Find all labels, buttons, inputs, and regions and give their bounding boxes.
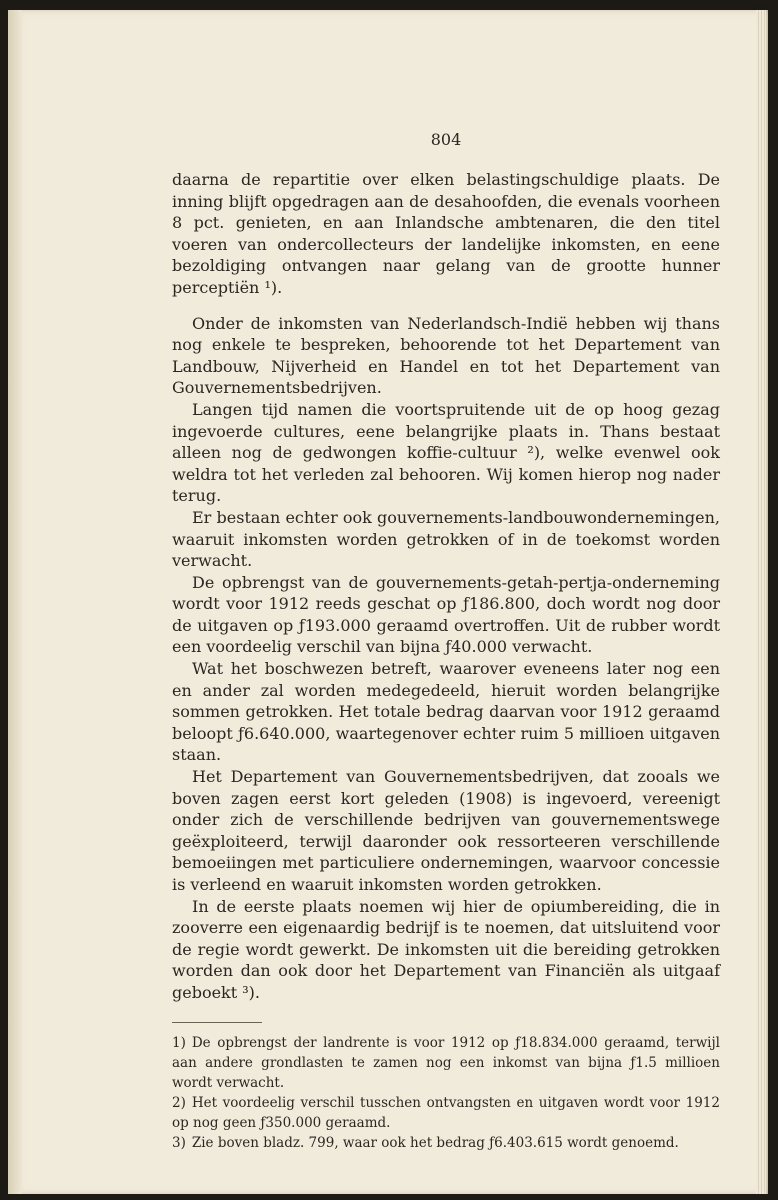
footnote-number: 1) xyxy=(172,1034,186,1051)
footnote-1 xyxy=(172,1033,720,1093)
footnote-text: De opbrengst der landrente is voor 1912 op ƒ18.834.000 geraamd, terwijl aan andere grondlasten te zamen nog een inkomst van bijna ƒ1.5 millioen wordt verwacht. xyxy=(172,1034,720,1091)
footnote-divider xyxy=(172,1022,262,1023)
page-edge xyxy=(756,10,766,1194)
paragraph-6: Wat het boschwezen betreft, waarover eveneens later nog een en ander zal worden medegedeeld, hieruit worden belangrijke sommen getrokken. Het totale bedrag daarvan voor 1912 geraamd beloopt ƒ6.640.000, waartegenover echter ruim 5 millioen uitgaven staan. xyxy=(172,659,720,765)
footnote-text: Zie boven bladz. 799, waar ook het bedrag ƒ6.403.615 wordt genoemd. xyxy=(191,1134,679,1151)
page-gutter-shadow xyxy=(8,10,22,1194)
page-number: 804 xyxy=(430,130,462,149)
footnote-number: 2) xyxy=(172,1094,186,1111)
footnote-2 xyxy=(172,1093,720,1133)
paragraph-3: Langen tijd namen die voortspruitende uit de op hoog gezag ingevoerde cultures, eene belangrijke plaats in. Thans bestaat alleen nog de gedwongen koffie-cultuur ²), welke evenwel ook weldra tot het verleden zal behooren. Wij komen hierop nog nader terug. xyxy=(172,399,720,506)
paragraph-4: Er bestaan echter ook gouvernements-landbouwondernemingen, waaruit inkomsten worden getrokken of in de toekomst worden verwacht. xyxy=(172,507,720,571)
footnote-text: Het voordeelig verschil tusschen ontvangsten en uitgaven wordt voor 1912 op nog geen ƒ350.000 geraamd. xyxy=(172,1094,720,1131)
footnote-3 xyxy=(172,1133,720,1153)
paragraph-2: Onder de inkomsten van Nederlandsch-Indië hebben wij thans nog enkele te bespreken, behoorende tot het Departement van Landbouw, Nijverheid en Handel en tot het Departement van Gouvernementsbedrijven. xyxy=(172,313,720,398)
text-block xyxy=(172,130,720,1153)
footnote-number: 3) xyxy=(172,1134,186,1151)
paragraph-1: daarna de repartitie over elken belastingschuldige plaats. De inning blijft opgedragen aan de desahoofden, die evenals voorheen 8 pct. genieten, en aan Inlandsche ambtenaren, die den titel voeren van ondercollecteurs der landelijke inkomsten, en eene bezoldiging ontvangen naar gelang van de grootte hunner perceptiën ¹). xyxy=(172,170,720,297)
paragraph-7: Het Departement van Gouvernementsbedrijven, dat zooals we boven zagen eerst kort geleden (1908) is ingevoerd, vereenigt onder zich de verschillende bedrijven van gouvernementswege geëxploiteerd, terwijl daaronder ook ressorteeren verschillende bemoeiingen met particuliere ondernemingen, waarvoor concessie is verleend en waaruit inkomsten worden getrokken. xyxy=(172,767,720,894)
paragraph-8: In de eerste plaats noemen wij hier de opiumbereiding, die in zooverre een eigenaardig bedrijf is te noemen, dat uitsluitend voor de regie wordt gewerkt. De inkomsten uit die bereiding getrokken worden dan ook door het Departement van Financiën als uitgaaf geboekt ³). xyxy=(172,896,720,1002)
book-page xyxy=(8,10,768,1194)
paragraph-5: De opbrengst van de gouvernements-getah-pertja-onderneming wordt voor 1912 reeds geschat op ƒ186.800, doch wordt nog door de uitgaven op ƒ193.000 geraamd overtroffen. Uit de rubber wordt een voordeelig verschil van bijna ƒ40.000 verwacht. xyxy=(172,572,720,657)
